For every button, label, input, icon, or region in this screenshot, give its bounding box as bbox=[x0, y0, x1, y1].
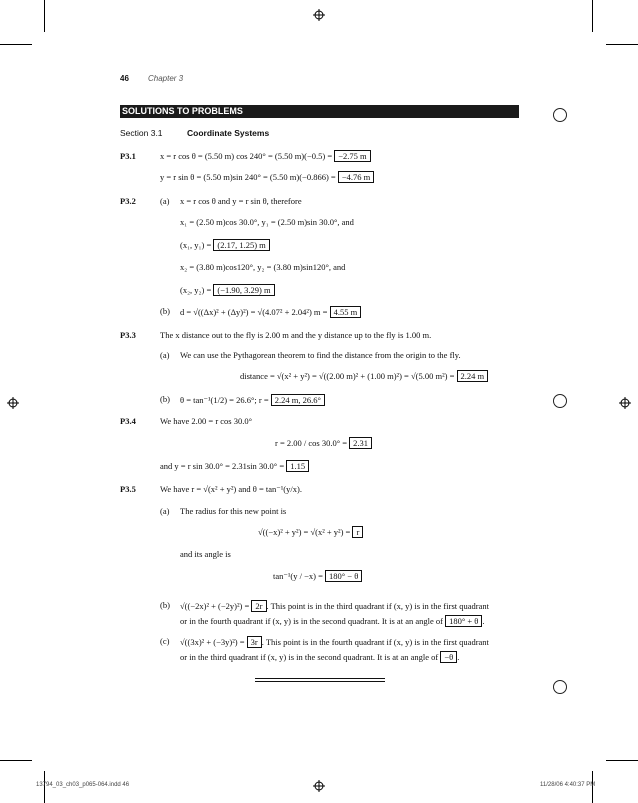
part-label: (c) bbox=[160, 636, 170, 646]
answer-box: 2.24 m bbox=[457, 370, 489, 382]
binder-hole-icon bbox=[553, 394, 567, 408]
problem-label-p33: P3.3 bbox=[120, 330, 136, 340]
paragraph-text: The x distance out to the fly is 2.00 m and the y distance up to the fly is 1.00 m. bbox=[160, 330, 432, 340]
equation-text: θ = tan⁻¹(1/2) = 26.6°; r = bbox=[180, 395, 269, 405]
equation-line bbox=[180, 306, 361, 318]
equation-text: We have r = √(x² + y²) and θ = tan⁻¹(y/x). bbox=[160, 484, 302, 494]
equation-text: r = 2.00 / cos 30.0° = bbox=[275, 438, 348, 448]
problem-label-p34: P3.4 bbox=[120, 416, 136, 426]
equation-text: √((−2x)² + (−2y)²) = bbox=[180, 601, 250, 611]
answer-box: −2.75 m bbox=[334, 150, 370, 162]
equation-line bbox=[180, 394, 325, 406]
part-label: (a) bbox=[160, 350, 170, 360]
equation-text: √((−x)² + y²) = √(x² + y²) = bbox=[258, 527, 351, 537]
answer-box: −4.76 m bbox=[338, 171, 374, 183]
paragraph-text: . This point is in the third quadrant if (x, y) is in the first quadrant bbox=[266, 601, 489, 611]
answer-box: 4.55 m bbox=[330, 306, 362, 318]
part-label: (a) bbox=[160, 196, 170, 206]
problem-label-p35: P3.5 bbox=[120, 484, 136, 494]
equation-text: and y = r sin 30.0° = 2.31sin 30.0° = bbox=[160, 461, 285, 471]
equation-line bbox=[180, 284, 275, 296]
problem-label-p32: P3.2 bbox=[120, 196, 136, 206]
crop-mark bbox=[606, 44, 638, 45]
chapter-title: Chapter 3 bbox=[148, 74, 184, 83]
section-title: Coordinate Systems bbox=[187, 128, 270, 138]
registration-mark-icon bbox=[7, 397, 19, 409]
section-number: Section 3.1 bbox=[120, 128, 163, 138]
paragraph-text: The radius for this new point is bbox=[180, 506, 287, 516]
answer-box: (−1.90, 3.29) m bbox=[213, 284, 274, 296]
equation-text: x₂ = (3.80 m)cos120°, y₂ = (3.80 m)sin120°, and bbox=[180, 262, 346, 272]
part-label: (a) bbox=[160, 506, 170, 516]
equation-line bbox=[180, 239, 270, 251]
equation-line: or in the third quadrant if (x, y) is in the second quadrant. It is at an angle of −θ . bbox=[180, 652, 460, 662]
answer-box: 1.15 bbox=[286, 460, 309, 472]
crop-mark bbox=[0, 44, 32, 45]
equation-text: (x₂, y₂) = bbox=[180, 285, 212, 295]
equation-line bbox=[180, 600, 489, 612]
part-label: (b) bbox=[160, 306, 170, 316]
equation-line bbox=[240, 370, 488, 382]
equation-text: We have 2.00 = r cos 30.0° bbox=[160, 416, 253, 426]
equation-text: distance = √(x² + y²) = √((2.00 m)² + (1.00 m)²) = √(5.00 m²) = bbox=[240, 371, 455, 381]
equation-text: x = r cos θ and y = r sin θ, therefore bbox=[180, 196, 302, 206]
answer-box: 2r bbox=[251, 600, 266, 612]
paragraph-text: . This point is in the fourth quadrant if (x, y) is in the first quadrant bbox=[261, 637, 489, 647]
equation-line bbox=[180, 636, 489, 648]
registration-mark-icon bbox=[619, 397, 631, 409]
binder-hole-icon bbox=[553, 680, 567, 694]
equation-text: tan⁻¹(y / −x) = bbox=[273, 571, 323, 581]
paragraph-text: or in the fourth quadrant if (x, y) is in the second quadrant. It is at an angle of bbox=[180, 616, 443, 626]
problem-label-p31: P3.1 bbox=[120, 151, 136, 161]
crop-mark bbox=[606, 760, 638, 761]
answer-box: 180° − θ bbox=[325, 570, 362, 582]
answer-box: r bbox=[352, 526, 363, 538]
equation-text: x₁ = (2.50 m)cos 30.0°, y₁ = (2.50 m)sin 30.0°, and bbox=[180, 217, 354, 227]
registration-mark-icon bbox=[313, 780, 325, 792]
equation-text: d = √((Δx)² + (Δy)²) = √(4.07² + 2.04²) m = bbox=[180, 307, 328, 317]
crop-mark bbox=[0, 760, 32, 761]
footer-date: 11/28/06 4:40:37 PM bbox=[540, 782, 596, 788]
equation-line: or in the fourth quadrant if (x, y) is in the second quadrant. It is at an angle of 180° + θ . bbox=[180, 616, 485, 626]
equation-line bbox=[160, 460, 309, 472]
paragraph-text: We can use the Pythagorean theorem to find the distance from the origin to the fly. bbox=[180, 350, 461, 360]
equation-line bbox=[275, 437, 372, 449]
equation-line bbox=[160, 171, 374, 183]
part-label: (b) bbox=[160, 394, 170, 404]
binder-hole-icon bbox=[553, 108, 567, 122]
paragraph-text: and its angle is bbox=[180, 549, 231, 559]
page-number: 46 bbox=[120, 74, 129, 83]
equation-line bbox=[258, 526, 363, 538]
solutions-banner: SOLUTIONS TO PROBLEMS bbox=[120, 105, 519, 118]
crop-mark bbox=[592, 0, 593, 32]
answer-box: 3r bbox=[247, 636, 262, 648]
end-rule bbox=[255, 681, 385, 682]
equation-line bbox=[273, 570, 362, 582]
answer-box: −θ bbox=[440, 651, 457, 663]
equation-line bbox=[160, 150, 371, 162]
footer-file: 13794_03_ch03_p065-064.indd 46 bbox=[36, 782, 130, 788]
answer-box: 180° + θ bbox=[445, 615, 482, 627]
answer-box: (2.17, 1.25) m bbox=[213, 239, 269, 251]
equation-text: √((3x)² + (−3y)²) = bbox=[180, 637, 245, 647]
crop-mark bbox=[44, 0, 45, 32]
answer-box: 2.24 m, 26.6° bbox=[271, 394, 325, 406]
registration-mark-icon bbox=[313, 9, 325, 21]
equation-text: x = r cos θ = (5.50 m) cos 240° = (5.50 m)(−0.5) = bbox=[160, 151, 333, 161]
equation-text: y = r sin θ = (5.50 m)sin 240° = (5.50 m)(−0.866) = bbox=[160, 172, 336, 182]
end-rule bbox=[255, 678, 385, 679]
part-label: (b) bbox=[160, 600, 170, 610]
answer-box: 2.31 bbox=[349, 437, 372, 449]
paragraph-text: or in the third quadrant if (x, y) is in the second quadrant. It is at an angle of bbox=[180, 652, 439, 662]
equation-text: (x₁, y₁) = bbox=[180, 240, 212, 250]
